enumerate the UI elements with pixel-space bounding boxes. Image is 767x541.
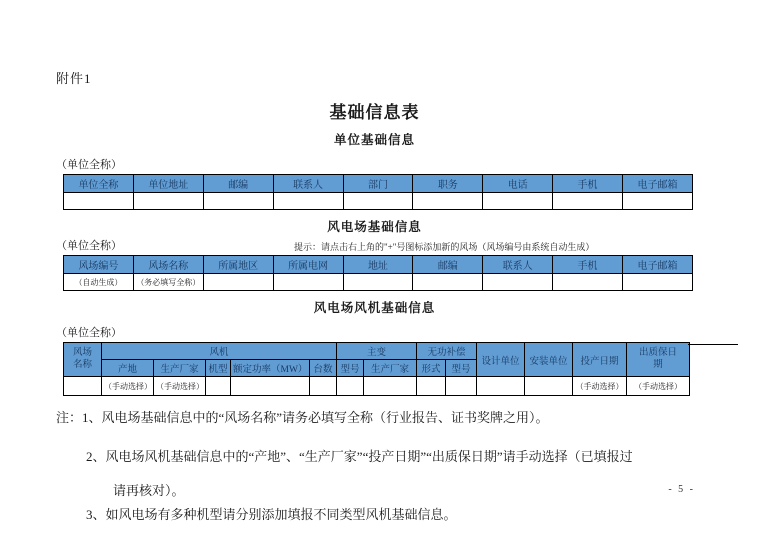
th-farm-name: 风场名称 <box>64 343 102 377</box>
attachment-label: 附件1 <box>56 71 92 86</box>
empty-cell <box>343 274 413 291</box>
th-unit-name: 单位全称 <box>64 175 134 193</box>
th-grid: 所属电网 <box>273 256 343 274</box>
empty-cell <box>413 193 483 210</box>
table-border-overhang <box>688 344 738 345</box>
empty-cell <box>364 377 417 396</box>
th-unit-address: 单位地址 <box>133 175 203 193</box>
cell-manual-select: （手动选择） <box>627 377 690 396</box>
th-transformer-model: 型号 <box>337 360 364 377</box>
cell-manual-select: （手动选择） <box>573 377 627 396</box>
empty-cell <box>483 193 553 210</box>
add-farm-hint: 提示：请点击右上角的"+"号图标添加新的风场（风场编号由系统自动生成） <box>294 242 595 252</box>
unit-label-row <box>56 156 693 172</box>
th-email: 电子邮箱 <box>623 256 693 274</box>
th-install-unit: 安装单位 <box>525 343 573 377</box>
note-2-line-2: 请再核对）。 <box>113 483 185 498</box>
empty-cell <box>343 193 413 210</box>
turbine-info-table <box>63 342 690 396</box>
empty-cell <box>231 377 310 396</box>
th-mobile: 手机 <box>553 256 623 274</box>
th-farm-id: 风场编号 <box>64 256 134 274</box>
empty-cell <box>203 274 273 291</box>
empty-cell <box>133 193 203 210</box>
empty-cell <box>206 377 231 396</box>
empty-cell <box>413 274 483 291</box>
empty-cell <box>64 377 102 396</box>
empty-cell <box>310 377 337 396</box>
notes-block <box>56 407 693 523</box>
unit-full-name-label: （单位全称） <box>56 159 122 171</box>
empty-cell <box>623 274 693 291</box>
th-transformer-manufacturer: 生产厂家 <box>364 360 417 377</box>
th-postcode: 邮编 <box>413 256 483 274</box>
th-model: 机型 <box>206 360 231 377</box>
empty-cell <box>446 377 477 396</box>
table-header-row <box>64 175 693 193</box>
table-data-row <box>64 377 690 396</box>
farm-info-table <box>63 255 693 291</box>
empty-cell <box>483 274 553 291</box>
th-origin: 产地 <box>102 360 154 377</box>
empty-cell <box>553 193 623 210</box>
th-rated-power: 额定功率（MW） <box>231 360 310 377</box>
empty-cell <box>203 193 273 210</box>
table-header-row <box>64 256 693 274</box>
turbine-label-row <box>56 324 693 340</box>
cell-full-name-required: （务必填写全称） <box>133 274 203 291</box>
table-group-header-row <box>64 343 690 360</box>
doc-title: 基础信息表 <box>329 103 420 122</box>
th-address: 地址 <box>343 256 413 274</box>
th-email: 电子邮箱 <box>623 175 693 193</box>
cell-manual-select: （手动选择） <box>154 377 206 396</box>
turbine-section-heading: 风电场风机基础信息 <box>313 301 436 315</box>
unit-full-name-label: （单位全称） <box>56 327 122 339</box>
th-phone: 电话 <box>483 175 553 193</box>
th-compensation-model: 型号 <box>446 360 477 377</box>
th-group-reactive-compensation: 无功补偿 <box>417 343 477 360</box>
farm-section-heading: 风电场基础信息 <box>327 220 422 234</box>
th-mobile: 手机 <box>553 175 623 193</box>
farm-label-row <box>56 237 693 253</box>
empty-cell <box>623 193 693 210</box>
th-group-turbine: 风机 <box>102 343 337 360</box>
turbine-table-wrapper <box>56 342 689 396</box>
note-3: 3、如风电场有多种机型请分别添加填报不同类型风机基础信息。 <box>86 507 457 522</box>
table-data-row <box>64 193 693 210</box>
note-1: 注：1、风电场基础信息中的“风场名称”请务必填写全称（行业报告、证书奖牌之用）。 <box>56 410 549 425</box>
th-department: 部门 <box>343 175 413 193</box>
cell-auto-generated: （自动生成） <box>64 274 134 291</box>
th-manufacturer: 生产厂家 <box>154 360 206 377</box>
empty-cell <box>273 193 343 210</box>
th-contact: 联系人 <box>483 256 553 274</box>
table-data-row <box>64 274 693 291</box>
empty-cell <box>337 377 364 396</box>
cell-manual-select: （手动选择） <box>102 377 154 396</box>
empty-cell <box>417 377 446 396</box>
th-farm-name: 风场名称 <box>133 256 203 274</box>
th-position: 职务 <box>413 175 483 193</box>
empty-cell <box>273 274 343 291</box>
empty-cell <box>553 274 623 291</box>
th-unit-count: 台数 <box>310 360 337 377</box>
th-postcode: 邮编 <box>203 175 273 193</box>
empty-cell <box>477 377 525 396</box>
note-2-line-1: 2、风电场风机基础信息中的“产地”、“生产厂家”“投产日期”“出质保日期”请手动选择（已填报过 <box>86 449 633 464</box>
th-contact: 联系人 <box>273 175 343 193</box>
th-production-date: 投产日期 <box>573 343 627 377</box>
unit-full-name-label: （单位全称） <box>56 240 122 252</box>
empty-cell <box>64 193 134 210</box>
page-number: - 5 - <box>668 484 695 495</box>
th-region: 所属地区 <box>203 256 273 274</box>
empty-cell <box>525 377 573 396</box>
th-compensation-form: 形式 <box>417 360 446 377</box>
th-design-unit: 设计单位 <box>477 343 525 377</box>
unit-info-table <box>63 174 693 210</box>
th-group-main-transformer: 主变 <box>337 343 417 360</box>
unit-section-heading: 单位基础信息 <box>333 133 415 147</box>
th-warranty-expiry-date: 出质保日期 <box>627 343 690 377</box>
